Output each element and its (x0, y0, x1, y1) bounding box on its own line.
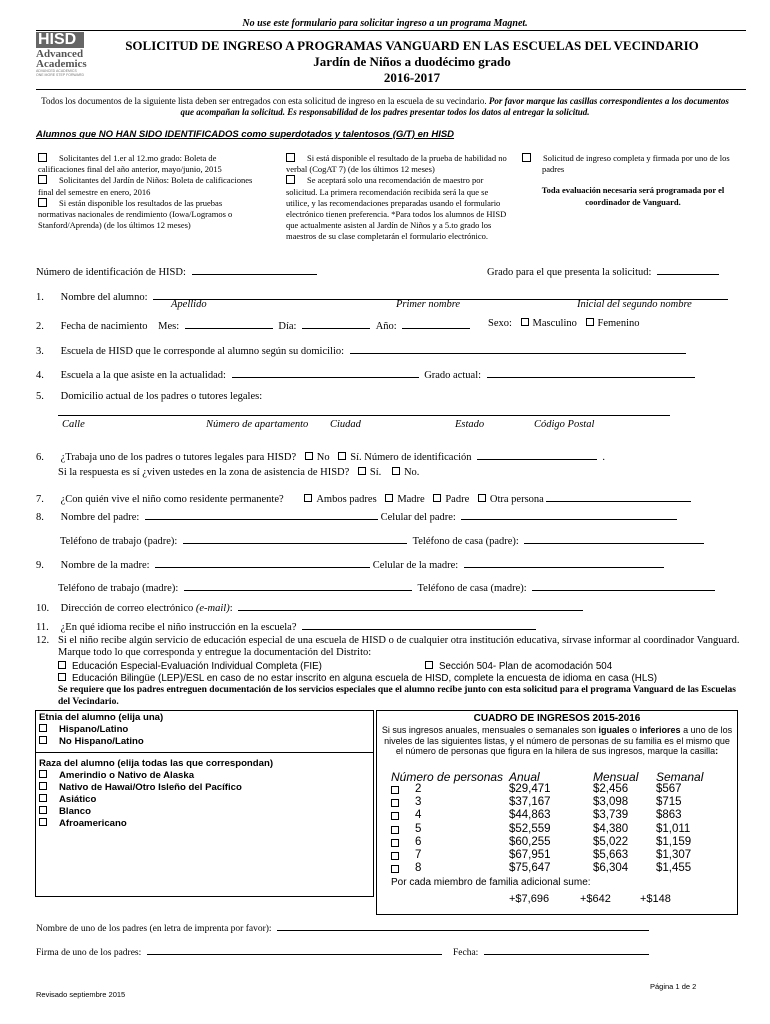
checkbox-hispanic[interactable] (39, 724, 47, 732)
checkbox-race-native[interactable] (39, 770, 47, 778)
language-field[interactable] (302, 619, 536, 630)
day-label: Día: (278, 321, 297, 332)
name-part-first: Primer nombre (396, 299, 461, 310)
mother-label: Madre (397, 494, 425, 505)
checkbox-income-2[interactable] (391, 786, 399, 794)
checkbox-income-4[interactable] (391, 812, 399, 820)
income-weekly: $863 (656, 809, 682, 822)
q4-number: 4. (36, 370, 44, 381)
year-field[interactable] (402, 318, 470, 329)
checkbox-zone-no[interactable] (392, 467, 400, 475)
checkbox-income-7[interactable] (391, 852, 399, 860)
mother-name-row (36, 557, 664, 571)
day-field[interactable] (302, 318, 370, 329)
zoned-school-row (36, 343, 686, 357)
current-school-label: Escuela a la que asiste en la actualidad: (60, 370, 226, 381)
req-item: Si están disponible los resultados de las pruebas normativas nacionales de rendimiento (Iowa/Logramos o Stanford/Aprenda) (de los últimos 12 meses) (38, 197, 233, 231)
date-row (453, 944, 649, 958)
checkbox-race-white[interactable] (39, 806, 47, 814)
requirements-col2 (286, 153, 508, 243)
checkbox-fie[interactable] (58, 661, 66, 669)
income-additional-label: Por cada miembro de familia adicional sume: (391, 877, 591, 888)
checkbox-race-hawaiian[interactable] (39, 782, 47, 790)
special-ed-label: Si el niño recibe algún servicio de educación especial de una escuela de HISD o de cualquier otra institución educativa, sírvase informar al coordinador Vanguard. (58, 635, 740, 646)
father-cell-field[interactable] (461, 509, 677, 520)
income-annual: $44,863 (509, 809, 551, 822)
current-school-field[interactable] (232, 367, 419, 378)
income-persons: 3 (415, 796, 422, 809)
logo-line3: ADVANCED ACADEMICS (36, 69, 77, 73)
addr-city: Ciudad (330, 419, 361, 430)
income-weekly: $1,455 (656, 862, 692, 875)
income-annual: $60,255 (509, 835, 551, 848)
other-person-field[interactable] (546, 491, 691, 502)
residence-label: ¿Con quién vive el niño como residente permanente? (60, 494, 284, 505)
special-ed-instructions: Marque todo lo que corresponda y entregue la documentación del Distrito: (58, 647, 372, 658)
father-cell-label: Celular del padre: (380, 512, 456, 523)
current-grade-field[interactable] (487, 367, 695, 378)
income-annual: $75,647 (509, 862, 551, 875)
sex-row (488, 318, 640, 329)
zone-yes-label: Sí. (369, 467, 382, 478)
mother-home-phone-label: Teléfono de casa (madre): (417, 583, 527, 594)
req-note: Toda evaluación necesaria será programada por el coordinador de Vanguard. (541, 185, 725, 207)
email-row: 10. Dirección de correo electrónico (e-mail): (36, 600, 583, 614)
grade-applying-field[interactable] (657, 264, 719, 275)
income-persons: 7 (415, 849, 422, 861)
additional-annual: +$7,696 (509, 893, 550, 905)
income-persons: 5 (415, 822, 422, 835)
ethnicity-options (39, 724, 144, 748)
lep-row (58, 673, 657, 684)
mother-cell-field[interactable] (464, 557, 664, 568)
checkbox-income-3[interactable] (391, 799, 399, 807)
lep-label: Educación Bilingüe (LEP)/ESL en caso de no estar inscrito en alguna escuela de HISD, complete la encuesta de idioma en casa (HLS) (72, 673, 658, 684)
checkbox-race-black[interactable] (39, 818, 47, 826)
checkbox-teacher-rec[interactable] (286, 175, 295, 184)
title-divider (36, 89, 746, 90)
checkbox-mother[interactable] (385, 494, 393, 502)
parent-name-label: Nombre de uno de los padres (en letra de imprenta por favor): (36, 924, 272, 934)
checkbox-kinder-report[interactable] (38, 175, 47, 184)
addr-zip: Código Postal (534, 419, 595, 430)
checkbox-lep[interactable] (58, 673, 66, 681)
checkbox-504[interactable] (425, 661, 433, 669)
ethnicity-title: Etnia del alumno (elija una) (39, 712, 164, 723)
address-label: Domicilio actual de los padres o tutores legales: (60, 391, 263, 402)
checkbox-race-asian[interactable] (39, 794, 47, 802)
checkbox-male[interactable] (521, 318, 529, 326)
mother-name-label: Nombre de la madre: (60, 560, 150, 571)
intro-bold: Por favor marque las casillas correspondientes a los documentos que acompañan la solicitud. Es responsabilidad de los padres presentar todos los datos al entregar la solicitud. (180, 96, 729, 117)
mother-cell-label: Celular de la madre: (372, 560, 459, 571)
income-weekly: $1,159 (656, 835, 692, 848)
checkbox-employee-yes[interactable] (338, 452, 346, 460)
checkbox-female[interactable] (586, 318, 594, 326)
checkbox-income-8[interactable] (391, 865, 399, 873)
checkbox-other[interactable] (478, 494, 486, 502)
checkbox-both-parents[interactable] (304, 494, 312, 502)
father-name-label: Nombre del padre: (60, 512, 140, 523)
other-label: Otra persona (489, 494, 544, 505)
race-option: Afroamericano (39, 818, 242, 830)
both-parents-label: Ambos padres (316, 494, 377, 505)
revised-date: Revisado septiembre 2015 (36, 990, 126, 999)
additional-monthly: +$642 (580, 893, 611, 905)
mother-phone-row (58, 580, 715, 594)
parent-signature-row (36, 944, 442, 958)
mother-work-phone-field[interactable] (184, 580, 412, 591)
ethnicity-option: No Hispano/Latino (39, 736, 144, 748)
addr-apt: Número de apartamento (206, 419, 309, 430)
income-monthly: $4,380 (593, 822, 629, 835)
income-annual: $29,471 (509, 783, 551, 795)
q3-number: 3. (36, 346, 44, 357)
income-box (376, 710, 738, 915)
income-monthly: $5,022 (593, 835, 629, 848)
language-row (36, 619, 536, 633)
q7-number: 7. (36, 494, 44, 505)
income-persons: 8 (415, 862, 422, 875)
q5-number: 5. (36, 391, 44, 402)
father-work-phone-label: Teléfono de trabajo (padre): (60, 536, 178, 547)
father-label: Padre (445, 494, 470, 505)
req-item: Solicitud de ingreso completa y firmada por uno de los padres (522, 153, 744, 175)
parent-signature-field[interactable] (147, 944, 442, 955)
checkbox-report-card[interactable] (38, 153, 47, 162)
name-part-last: Apellido (171, 299, 207, 310)
form-year: 2016-2017 (383, 70, 441, 85)
req-item: Si está disponible el resultado de la prueba de habilidad no verbal (CogAT 7) (de los últimos 12 meses) (286, 153, 507, 175)
logo-line2: Academics (36, 58, 87, 70)
income-weekly: $715 (656, 796, 682, 809)
demographics-divider (36, 752, 373, 753)
birthdate-label: Fecha de nacimiento (60, 321, 148, 332)
fie-label: Educación Especial-Evaluación Individual Completa (FIE) (72, 661, 322, 672)
income-monthly: $6,304 (593, 862, 629, 875)
top-note: No use este formulario para solicitar ingreso a un programa Magnet. (242, 18, 528, 29)
checkbox-cogat[interactable] (286, 153, 295, 162)
requirements-col3 (522, 153, 744, 208)
income-annual: $52,559 (509, 822, 551, 835)
address-row (36, 391, 262, 402)
intro-text (40, 96, 730, 118)
zoned-school-field[interactable] (350, 343, 686, 354)
logo-line1: Advanced (36, 48, 84, 60)
checkbox-application[interactable] (522, 153, 531, 162)
header-persons: Número de personas (391, 770, 504, 784)
income-description: Si sus ingresos anuales, mensuales o semanales son iguales o inferiores a uno de los niveles de las siguientes listas, y el número de personas de su familia es el mismo que el número de personas que figura en la hilera de sus ingresos, marque la casilla: (381, 725, 733, 756)
hisd-logo (36, 32, 92, 77)
checkbox-not-hispanic[interactable] (39, 736, 47, 744)
logo-hisd: HISD (36, 32, 84, 48)
income-monthly: $3,739 (593, 809, 629, 822)
father-name-row (36, 509, 677, 523)
checkbox-achievement-tests[interactable] (38, 198, 47, 207)
parent-name-field[interactable] (277, 920, 649, 931)
employee-yes-label: Sí. Número de identificación (350, 452, 472, 463)
male-label: Masculino (532, 318, 577, 329)
q11-number: 11. (36, 622, 49, 633)
race-options (39, 770, 242, 830)
sex-label: Sexo: (488, 318, 512, 329)
section-header: Alumnos que NO HAN SIDO IDENTIFICADOS como superdotados y talentosos (G/T) en HISD (36, 129, 455, 140)
page-number: Página 1 de 2 (650, 982, 697, 991)
income-annual: $67,951 (509, 849, 551, 861)
race-option: Amerindio o Nativo de Alaska (39, 770, 242, 782)
req-item: Solicitantes del 1.er al 12.mo grado: Boleta de calificaciones final del año anterior, mayo/junio, 2015 (38, 153, 222, 175)
zone-row (58, 467, 419, 478)
income-persons: 2 (415, 783, 422, 795)
year-label: Año: (375, 321, 397, 332)
header-annual: Anual (509, 770, 540, 784)
hisd-id-row (36, 264, 317, 278)
income-monthly: $2,456 (593, 783, 629, 795)
form-subtitle: Jardín de Niños a duodécimo grado (313, 54, 511, 69)
name-part-middle: Inicial del segundo nombre (577, 299, 692, 310)
zoned-school-label: Escuela de HISD que le corresponde al alumno según su domicilio: (60, 346, 345, 357)
sec504-row (425, 661, 612, 672)
top-divider (36, 30, 746, 31)
special-ed-note: Se requiere que los padres entreguen documentación de los servicios especiales que el alumno recibe junto con esta solicitud para el programa Vanguard de las Escuelas del Vecindario. (58, 685, 736, 707)
race-option: Asiático (39, 794, 242, 806)
checkbox-income-6[interactable] (391, 839, 399, 847)
race-option: Blanco (39, 806, 242, 818)
employee-id-field[interactable] (477, 449, 597, 460)
checkbox-income-5[interactable] (391, 826, 399, 834)
income-weekly: $567 (656, 783, 682, 795)
month-field[interactable] (185, 318, 273, 329)
father-work-phone-field[interactable] (183, 533, 407, 544)
q8-number: 8. (36, 512, 44, 523)
mother-name-field[interactable] (155, 557, 370, 568)
intro-plain: Todos los documentos de la siguiente lista deben ser entregados con esta solicitud de ingreso en la escuela de su vecindario. (41, 96, 487, 106)
special-ed-section (36, 635, 746, 659)
race-title: Raza del alumno (elija todas las que correspondan) (39, 758, 274, 769)
residence-row (36, 491, 691, 505)
female-label: Femenino (597, 318, 640, 329)
income-annual: $37,167 (509, 796, 551, 809)
q2-number: 2. (36, 321, 44, 332)
parent-signature-label: Firma de uno de los padres: (36, 948, 142, 958)
logo-line4: ONE MORE STEP FORWARD (36, 73, 84, 77)
header-weekly: Semanal (656, 770, 704, 784)
grade-applying-row (487, 264, 719, 278)
income-weekly: $1,307 (656, 849, 692, 861)
month-label: Mes: (158, 321, 180, 332)
checkbox-father[interactable] (433, 494, 441, 502)
q10-number: 10. (36, 603, 50, 614)
email-label-paren: (e-mail) (195, 603, 230, 614)
fie-row (58, 661, 322, 672)
race-option: Nativo de Hawai/Otro Isleño del Pacífico (39, 782, 242, 794)
father-home-phone-field[interactable] (524, 533, 704, 544)
ethnicity-option: Hispano/Latino (39, 724, 144, 736)
email-label: Dirección de correo electrónico (60, 603, 194, 614)
form-title: SOLICITUD DE INGRESO A PROGRAMAS VANGUARD EN LAS ESCUELAS DEL VECINDARIO (125, 38, 699, 53)
mother-home-phone-field[interactable] (532, 580, 715, 591)
hisd-employee-row: 6. ¿Trabaja uno de los padres o tutores legales para HISD? No Sí. Número de identificación . (36, 449, 605, 463)
student-name-label: Nombre del alumno: (60, 292, 148, 303)
date-field[interactable] (484, 944, 649, 955)
income-persons: 6 (415, 835, 422, 848)
mother-work-phone-label: Teléfono de trabajo (madre): (58, 583, 179, 594)
income-monthly: $5,663 (593, 849, 629, 861)
hisd-employee-label: ¿Trabaja uno de los padres o tutores legales para HISD? (60, 452, 297, 463)
req-item: Solicitantes del Jardín de Niños: Boleta de calificaciones final del semestre en enero, 2016 (38, 175, 253, 197)
q6-number: 6. (36, 452, 44, 463)
hisd-id-field[interactable] (192, 264, 317, 275)
zone-no-label: No. (403, 467, 420, 478)
grade-applying-label: Grado para el que presenta la solicitud: (487, 267, 652, 278)
checkbox-zone-yes[interactable] (358, 467, 366, 475)
current-grade-label: Grado actual: (424, 370, 482, 381)
father-home-phone-label: Teléfono de casa (padre): (412, 536, 519, 547)
language-label: ¿En qué idioma recibe el niño instrucción en la escuela? (60, 622, 297, 633)
father-phone-row (60, 533, 704, 547)
income-title: CUADRO DE INGRESOS 2015-2016 (473, 713, 641, 724)
additional-weekly: +$148 (640, 893, 671, 905)
income-weekly: $1,011 (656, 822, 691, 835)
addr-state: Estado (455, 419, 485, 430)
income-persons: 4 (415, 809, 422, 822)
date-label: Fecha: (453, 948, 479, 958)
address-field[interactable] (58, 415, 670, 416)
q12-number: 12. (36, 635, 50, 646)
q9-number: 9. (36, 560, 44, 571)
req-item: Se aceptará solo una recomendación de maestro por solicitud. La primera recomendación recibida será la que se utilice, y las recomendaciones preparadas usando el formulario electrónico tienen preferencia. *Para todos los alumnos de HISD que actualmente asisten al Jardín de Niños y a 5.to grado los maestros de su clase completarán el formulario electrónico. (286, 175, 507, 242)
checkbox-employee-no[interactable] (305, 452, 313, 460)
addr-street: Calle (62, 419, 85, 430)
sec504-label: Sección 504- Plan de acomodación 504 (439, 661, 613, 672)
birthdate-row (36, 318, 470, 332)
header-monthly: Mensual (593, 770, 639, 784)
hisd-id-label: Número de identificación de HISD: (36, 267, 186, 278)
employee-no-label: No (316, 452, 330, 463)
demographics-box (35, 710, 374, 897)
requirements-col1 (38, 153, 253, 231)
father-name-field[interactable] (145, 509, 378, 520)
zone-label: Si la respuesta es sí ¿viven ustedes en la zona de asistencia de HISD? (58, 467, 350, 478)
current-school-row (36, 367, 695, 381)
income-monthly: $3,098 (593, 796, 629, 809)
q1-number: 1. (36, 292, 44, 303)
parent-name-row (36, 920, 649, 934)
email-field[interactable] (238, 600, 583, 611)
